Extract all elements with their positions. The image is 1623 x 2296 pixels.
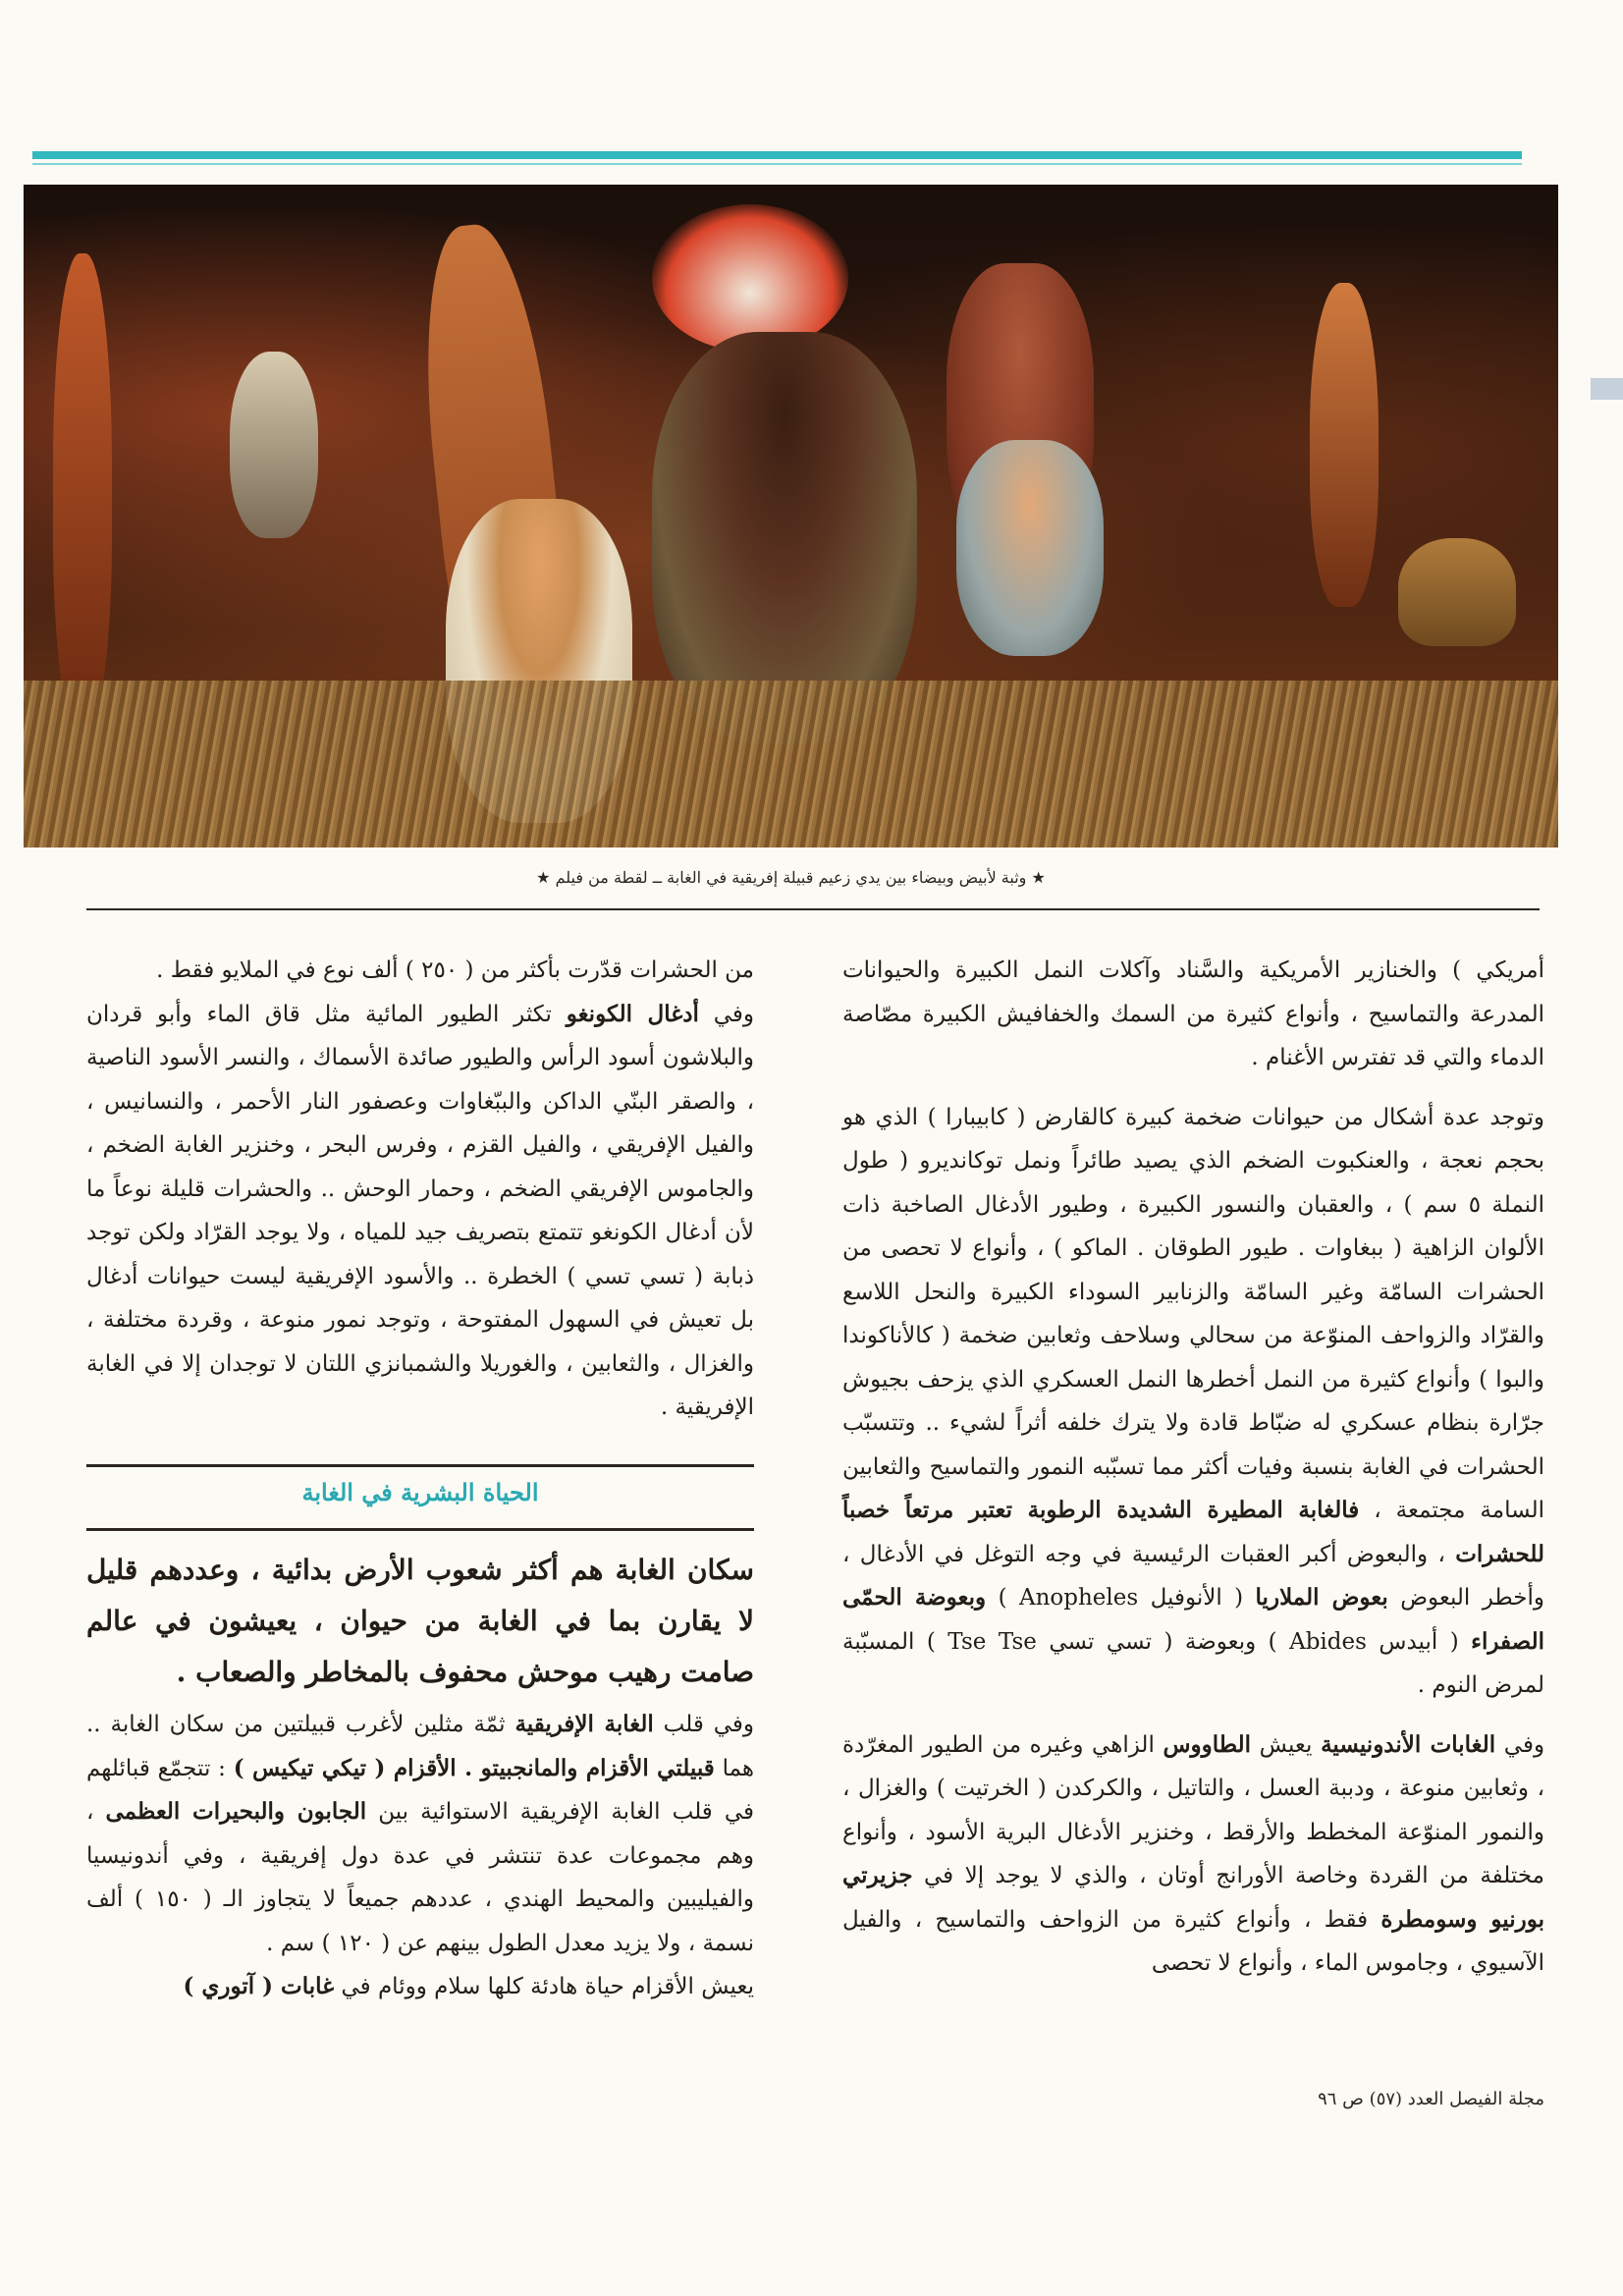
text: ثمّة مثلين لأغرب قبيلتين من سكان الغابة .. هما <box>86 1712 755 1781</box>
text: تكثر الطيور المائية مثل قاق الماء وأبو قردان والبلاشون أسود الرأس والطيور صائدة الأسماك ، والنسر الأسود الناصية ، والصقر البنّي الداكن والببّغاوات وعصفور النار الأحمر ، والنسانيس ، والفيل الإفريقي ، والفيل القزم ، وفرس البحر ، وخنزير الغابة الضخم ، والجاموس الإفريقي الضخم ، وحمار الوحش .. والحشرات قليلة نوعاً ما لأن أدغال الكونغو تتمتع بتصريف جيد للمياه ، ولا يوجد القرّاد ولكن توجد ذبابة ( تسي تسي ) الخطرة .. والأسود الإفريقية ليست حيوانات أدغال بل تعيش في السهول المفتوحة ، وتوجد نمور منوعة ، وقردة مختلفة ، والغزال ، والثعابين ، والغوريلا والشمبانزي اللتان لا توجدان إلا في الغابة الإفريقية . <box>86 1001 754 1420</box>
feather-headdress <box>652 204 848 352</box>
text: يعيش <box>1259 1731 1313 1758</box>
bold-text: وبعوضة الحمّى الصفراء <box>842 1584 1544 1655</box>
text: ، وهم مجموعات عدة تنتشر في عدة دول إفريقية ، وفي أندونيسيا والفيليبين والمحيط الهندي ، عددهم جميعاً لا يتجاوز الـ ( ١٥٠ ) ألف نسمة ، ولا يزيد معدل الطول بينهم عن ( ١٢٠ ) سم . <box>86 1799 754 1956</box>
page-footer: مجلة الفيصل العدد (٥٧) ص ٩٦ <box>1318 2089 1544 2109</box>
section-heading: الحياة البشرية في الغابة <box>301 1478 539 1506</box>
paragraph <box>842 1723 1544 1986</box>
feature-photo <box>24 185 1558 847</box>
text: الزاهي وغيره من الطيور المغرّدة ، وثعابين منوعة ، ودببة العسل ، والتاتيل ، والكركدن ( الخرتيت ) والغزال ، والنمور المنوّعة المخطط والأرقط ، وخنزير الأدغال البرية الأسود ، وأنواع مختلفة من القردة وخاصة الأورانج أوتان ، والذي لا يوجد إلا في <box>842 1731 1545 1888</box>
text: وفي <box>713 1001 755 1027</box>
totem-right <box>1310 283 1379 607</box>
caption-rule <box>86 908 1540 910</box>
text: يعيش الأقزام حياة هادئة كلها سلام ووئام في <box>341 1974 754 1999</box>
text: ( أبيدس Abides ) وبعوضة ( تسي تسي Tse Tse ) المسبّبة لمرض النوم . <box>842 1628 1544 1698</box>
text: وفي قلب <box>663 1712 755 1737</box>
bold-text: قبيلتي الأقزام والمانجبيتو . الأقزام ( تيكي تيكيس ) <box>233 1754 715 1781</box>
paragraph: من الحشرات قدّرت بأكثر من ( ٢٥٠ ) ألف نوع في الملايو فقط . <box>156 957 754 983</box>
left-column-mid <box>86 1703 754 2009</box>
section-rule-top <box>86 1464 754 1467</box>
man-figure <box>956 440 1104 656</box>
top-rule-thin <box>32 163 1522 165</box>
text: وتوجد عدة أشكال من حيوانات ضخمة كبيرة كالقارض ( كابيبارا ) الذي هو بحجم نعجة ، والعنكبوت الضخم الذي يصيد طائراً ونمل توكانديرو ( طول النملة ٥ سم ) ، والعقبان والنسور الكبيرة ، وطيور الأدغال الصاخبة ذات الألوان الزاهية ( ببغاوات . طيور الطوقان . الماكو ) ، وأنواع لا تحصى من الحشرات السامّة وغير السامّة والزنابير السوداء الكبيرة والنحل اللاسع والقرّاد والزواحف المنوّعة من سحالي وسلاحف وثعابين ضخمة ( كالأناكوندا والبوا ) وأنواع كثيرة من النمل أخطرها النمل العسكري الذي يزحف بجيوش جرّارة بنظام عسكري له ضبّاط قادة ولا يترك خلفه أثراً لشيء .. وتتسبّب الحشرات في الغابة بنسبة وفيات أكثر مما تسبّبه النمور والتماسيح والثعابين السامة مجتمعة ، <box>842 1104 1545 1523</box>
photo-caption: ★ وثبة لأبيض وبيضاء بين يدي زعيم قبيلة إفريقية في الغابة ــ لقطة من فيلم ★ <box>536 868 1046 887</box>
edge-mark <box>1591 378 1623 400</box>
text: ، والبعوض أكبر العقبات الرئيسية في وجه التوغل في الأدغال ، وأخطر البعوض <box>842 1541 1545 1611</box>
paragraph: أمريكي ) والخنازير الأمريكية والسَّناد وآكلات النمل الكبيرة والحيوانات المدرعة والتماسيح ، وأنواع كثيرة من السمك والخفافيش الكبيرة مصّاصة الدماء والتي قد تفترس الأغنام . <box>842 957 1544 1070</box>
bold-text: الغابة الإفريقية <box>514 1711 654 1737</box>
lead-paragraph: سكان الغابة هم أكثر شعوب الأرض بدائية ، وعددهم قليل لا يقارن بما في الغابة من حيوان ، يعيشون في عالم صامت رهيب موحش محفوف بالمخاطر والصعاب . <box>86 1554 755 1688</box>
bold-text: الغابات الأندونيسية <box>1321 1730 1496 1758</box>
mask-carving <box>230 352 318 538</box>
text: ( الأنوفيل Anopheles ) <box>998 1585 1244 1611</box>
left-column-top <box>86 949 754 1430</box>
paragraph <box>86 1703 754 1965</box>
text: : تتجمّع قبائلهم في قلب الغابة الإفريقية الاستوائية بين <box>86 1755 755 1825</box>
bold-text: الجابون والبحيرات العظمى <box>105 1798 367 1825</box>
text: وفي <box>1503 1731 1545 1758</box>
bold-text: جزيرتي بورنيو وسومطرة <box>842 1862 1545 1933</box>
bold-text: أدغال الكونغو <box>566 1000 699 1027</box>
bold-text: الطاووس <box>1163 1730 1252 1758</box>
totem-left <box>53 253 112 725</box>
right-column <box>842 949 1544 1986</box>
top-rule <box>32 151 1522 159</box>
paragraph <box>86 993 754 1430</box>
bold-text: غابات ( آتوري ) <box>183 1973 335 1999</box>
text: فقط ، وأنواع كثيرة من الزواحف والتماسيح ، والفيل الآسيوي ، وجاموس الماء ، وأنواع لا تحصى <box>842 1906 1544 1976</box>
thatch-ground <box>24 681 1558 847</box>
bold-text: بعوض الملاريا <box>1255 1584 1388 1611</box>
section-rule-bottom <box>86 1528 754 1531</box>
paragraph <box>842 1096 1544 1708</box>
bold-text: فالغابة المطيرة الشديدة الرطوبة تعتبر مرتعاً خصباً للحشرات <box>842 1497 1544 1567</box>
paragraph <box>86 1965 754 2009</box>
basket <box>1398 538 1516 646</box>
